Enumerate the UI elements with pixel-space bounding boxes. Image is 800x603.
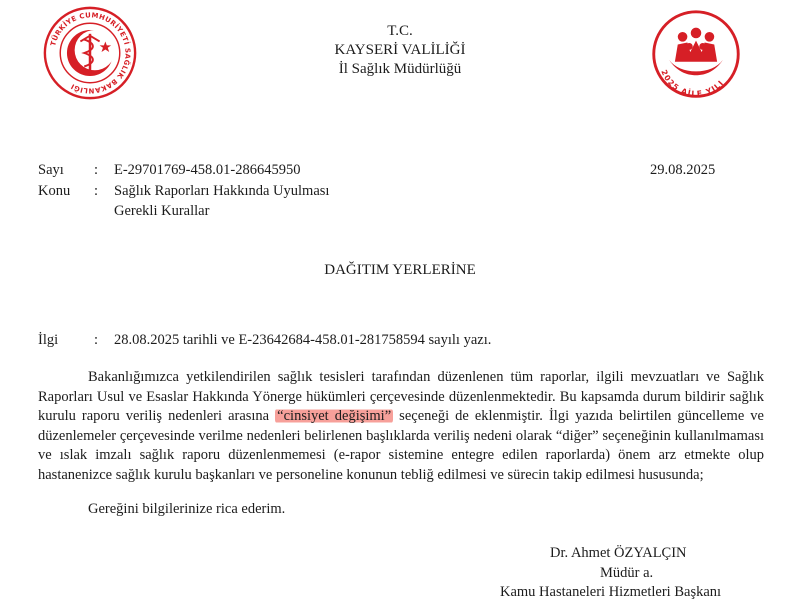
- konu-value-line1: Sağlık Raporları Hakkında Uyulması: [114, 183, 330, 199]
- signature-block: [500, 544, 770, 603]
- signatory-title-2: Kamu Hastaneleri Hizmetleri Başkanı: [500, 584, 722, 600]
- aile-yili-logo: [648, 8, 744, 104]
- header-line-mudurluk: İl Sağlık Müdürlüğü: [338, 61, 462, 77]
- ilgi-label: İlgi: [38, 332, 59, 348]
- sayi-value: E-29701769-458.01-286645950: [114, 162, 301, 178]
- distribution-heading: DAĞITIM YERLERİNE: [324, 262, 476, 278]
- sayi-colon: :: [94, 162, 99, 178]
- ilgi-colon: :: [94, 332, 99, 348]
- highlighted-phrase: “cinsiyet değişimi”: [277, 408, 392, 424]
- body-text-before: Bakanlığımızca yetkilendirilen sağlık tesisleri tarafından düzenlenen tüm raporlar, ilgili mevzuatları ve Sağlık Raporları Usul ve Esaslar Hakkında Yönerge hükümleri çerçevesinde düzenlenmektedir. Bu kapsamda durum bildirir sağlık kurulu raporu veriliş nedenleri arasına: [38, 369, 764, 424]
- signatory-name: Dr. Ahmet ÖZYALÇIN: [550, 545, 687, 561]
- body-text-after: seçeneği de eklenmiştir. İlgi yazıda belirtilen güncelleme ve düzenlemeler çerçevesinde verilme nedenleri belirlenen başlıklarda veriliş nedeni olarak “diğer” seçeneğinin kullanılmaması ve ıslak imzalı sağlık raporu düzenlenmemesi (e-rapor sistemine entegre edilen raporlarda) önem arz etmekte olup hastanenizce sağlık kurulu başkanları ve personeline konunun tebliğ edilmesi ve sürecin takip edilmesi hususunda;: [38, 408, 764, 483]
- signatory-title-1: Müdür a.: [600, 564, 654, 581]
- body-paragraph: [38, 368, 764, 485]
- header-line-valilik: KAYSERİ VALİLİĞİ: [334, 42, 466, 58]
- konu-row: [38, 181, 598, 221]
- header-line-tc: T.C.: [387, 23, 413, 39]
- aile-yili-ring-text: 2025 AİLE YILI: [659, 68, 726, 99]
- konu-value-line2: Gerekli Kurallar: [114, 203, 210, 219]
- sayi-label: Sayı: [38, 162, 64, 178]
- ilgi-row: [38, 330, 758, 350]
- ilgi-value: 28.08.2025 tarihli ve E-23642684-458.01-281758594 sayılı yazı.: [114, 332, 492, 348]
- document-date: 29.08.2025: [650, 162, 716, 178]
- closing-paragraph: [38, 500, 764, 520]
- sayi-row: [38, 160, 598, 180]
- letterhead: [230, 22, 570, 79]
- konu-label: Konu: [38, 183, 71, 199]
- konu-colon: :: [94, 183, 99, 199]
- ministry-ring-text: TÜRKİYE CUMHURİYETİ SAĞLIK BAKANLIĞI: [49, 11, 132, 95]
- closing-text: Gereğini bilgilerinize rica ederim.: [88, 501, 286, 517]
- ministry-of-health-logo: [42, 5, 138, 101]
